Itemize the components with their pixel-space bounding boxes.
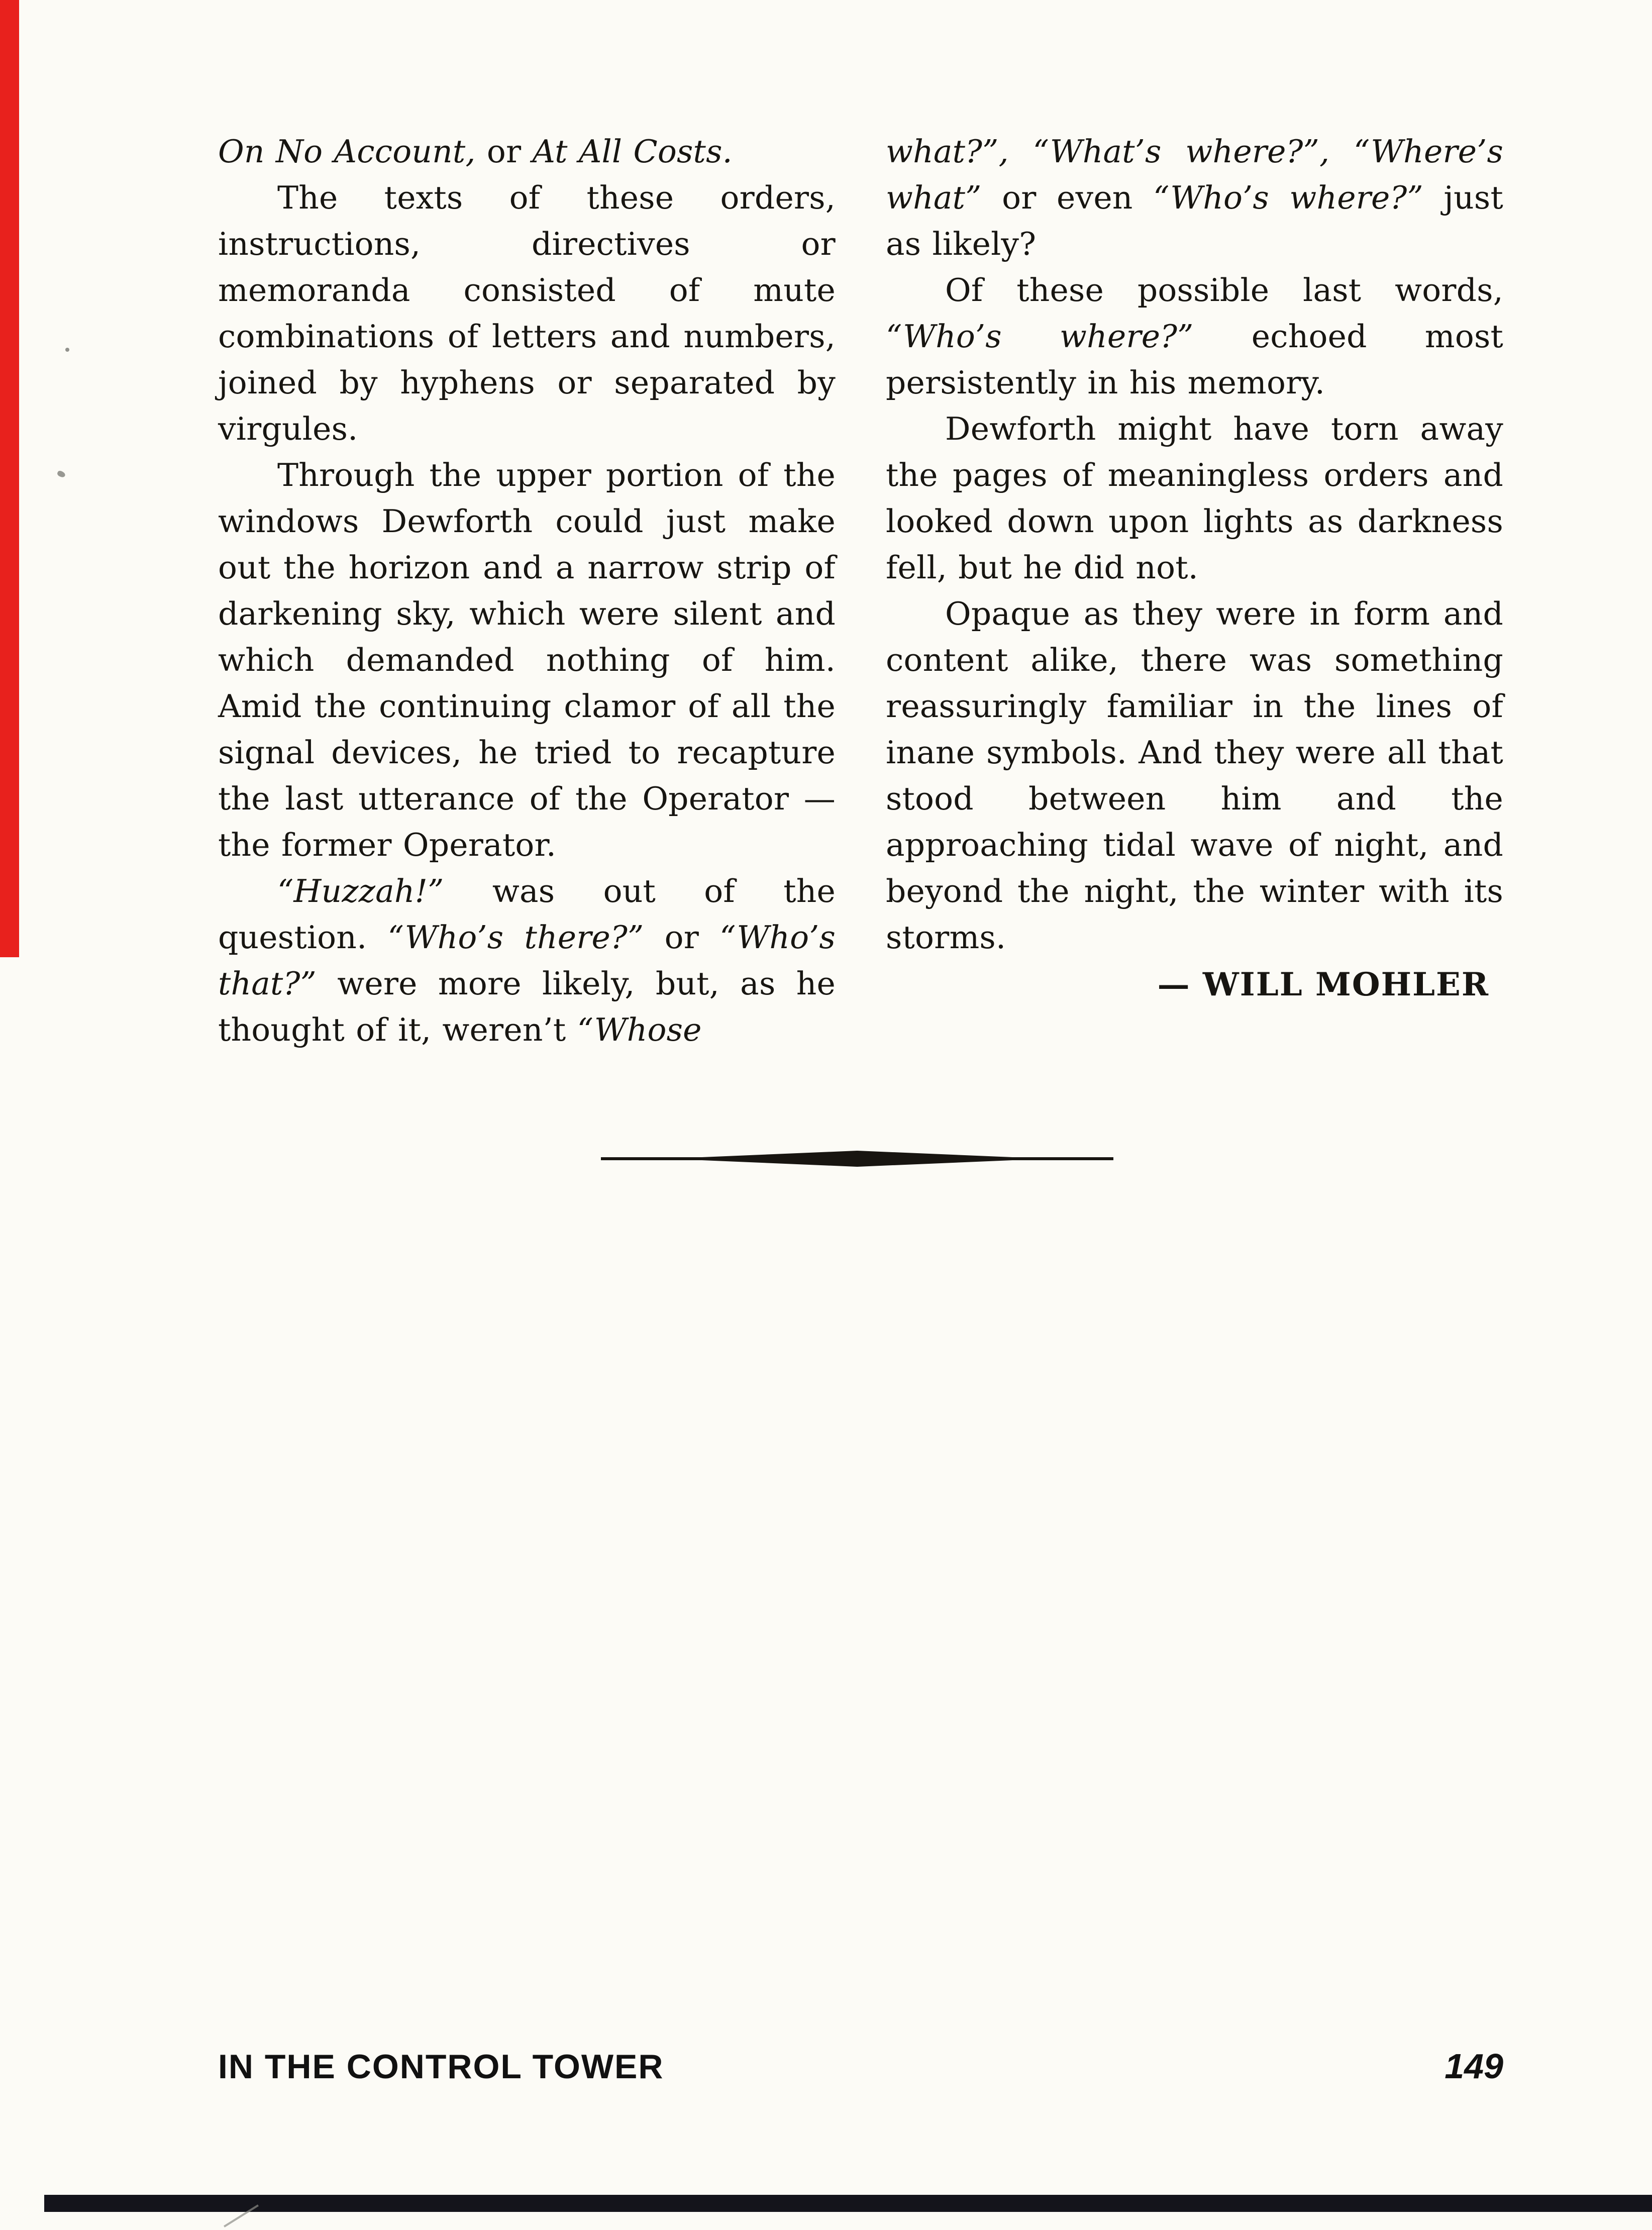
paragraph: Dewforth might have torn away the pages of meaningless orders and looked down upon lights as darkness fell, but he did not. [886, 411, 1503, 586]
scan-artifact-bottom-bar [44, 2195, 1652, 2212]
scan-speck [65, 348, 69, 352]
right-column [886, 129, 1503, 1053]
paragraph: The texts of these orders, instructions, directives or memoranda consisted of mute combinations of letters and numbers, joined by hyphens or separated by virgules. [218, 179, 836, 447]
page-number: 149 [1444, 2047, 1503, 2086]
paragraph: Through the upper portion of the windows Dewforth could just make out the horizon and a narrow strip of darkening sky, which were silent and which demanded nothing of him. Amid the continuing clamor of all the signal devices, he tried to recapture the last utterance of the Operator — the former Operator. [218, 457, 836, 863]
paragraph: On No Account, or At All Costs. [218, 133, 733, 170]
divider-rule-icon [601, 1149, 1113, 1169]
paragraph: “Huzzah!” was out of the question. “Who’s there?” or “Who’s that?” were more likely, but, as he thought of it, weren’t “Whose [218, 873, 836, 1048]
running-footer: IN THE CONTROL TOWER [218, 2048, 664, 2086]
byline: — WILL MOHLER [1157, 966, 1489, 1003]
paragraph: Opaque as they were in form and content alike, there was something reassuringly familiar in the lines of inane symbols. And they were all that stood between him and the approaching tidal wave of night, and beyond the night, the winter with its storms. [886, 595, 1503, 956]
page-footer [218, 2046, 1503, 2086]
paragraph: what?”, “What’s where?”, “Where’s what” or even “Who’s where?” just as likely? [886, 133, 1503, 262]
section-divider-ornament [601, 1149, 1113, 1169]
scan-speck [56, 470, 66, 478]
paragraph: Of these possible last words, “Who’s where?” echoed most persistently in his memory. [886, 272, 1503, 401]
scan-artifact-red-strip [0, 0, 19, 957]
article-body [218, 129, 1503, 1053]
left-column [218, 129, 836, 1053]
